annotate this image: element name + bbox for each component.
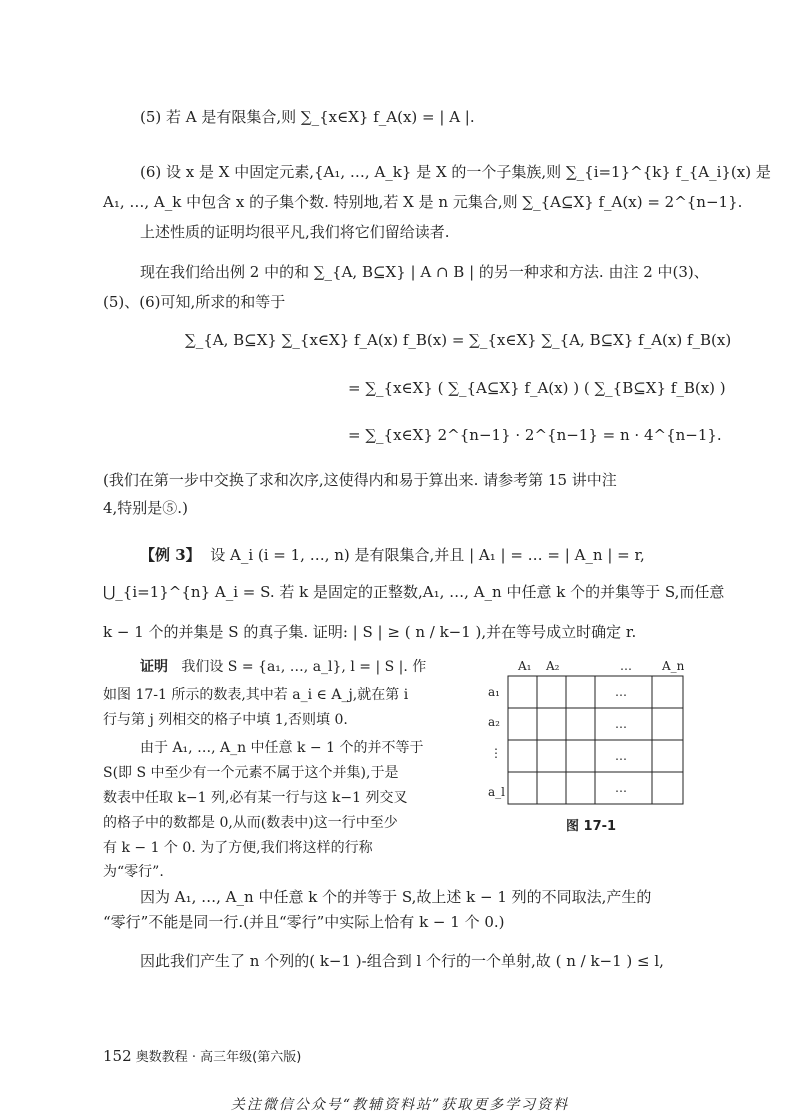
- proof-after-line-2: “零行”不能是同一行.(并且“零行”中实际上恰有 k − 1 个 0.): [103, 913, 505, 931]
- example-3-line-2: ⋃_{i=1}^{n} A_i = S. 若 k 是固定的正整数,A₁, …, A_n 中任意 k 个的并集等于 S,而任意: [103, 583, 725, 601]
- figure-17-1: [480, 654, 690, 839]
- col-header-a1: A₁: [518, 659, 532, 673]
- proof-after-line-3: 因此我们产生了 n 个列的( k−1 )-组合到 l 个行的一个单射,故 ( n / k−1 ) ≤ l,: [140, 952, 664, 970]
- equation-line-3: = ∑_{x∈X} 2^{n−1} · 2^{n−1} = n · 4^{n−1}.: [348, 426, 722, 444]
- proof-line-6: 数表中任取 k−1 列,必有某一行与这 k−1 列交叉: [103, 790, 408, 806]
- paragraph-sum-method-line-1: 现在我们给出例 2 中的和 ∑_{A, B⊆X} | A ∩ B | 的另一种求和方法. 由注 2 中(3)、: [140, 263, 709, 281]
- proof-line-2: 如图 17-1 所示的数表,其中若 a_i ∈ A_j,就在第 i: [103, 687, 409, 703]
- col-header-dots: …: [620, 659, 632, 673]
- proof-line-1: 证明 我们设 S = {a₁, …, a_l}, l = | S |. 作: [140, 659, 427, 675]
- proof-line-9: 为“零行”.: [103, 864, 164, 880]
- page-number: 152: [103, 1047, 132, 1065]
- cell-dots-row-4: …: [615, 781, 627, 795]
- example-label: 【例 3】: [140, 546, 201, 564]
- figure-grid: [508, 676, 683, 804]
- equation-line-2: = ∑_{x∈X} ( ∑_{A⊆X} f_A(x) ) ( ∑_{B⊆X} f_B(x) ): [348, 379, 726, 397]
- property-5: (5) 若 A 是有限集合,则 ∑_{x∈X} f_A(x) = | A |.: [140, 108, 475, 126]
- figure-caption: 图 17-1: [566, 819, 617, 834]
- proof-line-8: 有 k − 1 个 0. 为了方便,我们将这样的行称: [103, 840, 373, 856]
- example-3-line-1: 【例 3】 设 A_i (i = 1, …, n) 是有限集合,并且 | A₁ | = … = | A_n | = r,: [140, 546, 645, 564]
- cell-dots-row-1: …: [615, 685, 627, 699]
- row-header-a2: a₂: [488, 715, 500, 729]
- example-3-line-3: k − 1 个的并集是 S 的真子集. 证明: | S | ≥ ( n / k−1 ),并在等号成立时确定 r.: [103, 623, 637, 641]
- cell-dots-row-3: …: [615, 749, 627, 763]
- property-6-line-1: (6) 设 x 是 X 中固定元素,{A₁, …, A_k} 是 X 的一个子集族,则 ∑_{i=1}^{k} f_{A_i}(x) 是: [140, 163, 771, 181]
- paragraph-sum-method-line-2: (5)、(6)可知,所求的和等于: [103, 293, 286, 311]
- remark-trivial: 上述性质的证明均很平凡,我们将它们留给读者.: [140, 223, 450, 241]
- proof-line-7: 的格子中的数都是 0,从而(数表中)这一行中至少: [103, 815, 398, 831]
- bottom-watermark-note: 关注微信公众号“教辅资料站”获取更多学习资料: [230, 1097, 570, 1113]
- col-header-a2: A₂: [546, 659, 560, 673]
- proof-after-line-1: 因为 A₁, …, A_n 中任意 k 个的并等于 S,故上述 k − 1 列的不同取法,产生的: [140, 888, 652, 906]
- row-header-vdots: ⋮: [490, 746, 502, 760]
- cell-dots-row-2: …: [615, 717, 627, 731]
- col-header-an: A_n: [662, 659, 685, 673]
- book-title: 奥数教程 · 高三年级(第六版): [135, 1050, 302, 1065]
- proof-line-4: 由于 A₁, …, A_n 中任意 k − 1 个的并不等于: [140, 740, 424, 756]
- equation-line-1: ∑_{A, B⊆X} ∑_{x∈X} f_A(x) f_B(x) = ∑_{x∈X} ∑_{A, B⊆X} f_A(x) f_B(x): [185, 331, 732, 349]
- row-header-al: a_l: [488, 785, 505, 799]
- page-footer: [103, 1046, 301, 1065]
- note-line-1: (我们在第一步中交换了求和次序,这使得内和易于算出来. 请参考第 15 讲中注: [103, 471, 617, 489]
- proof-line-5: S(即 S 中至少有一个元素不属于这个并集),于是: [103, 765, 399, 781]
- note-line-2: 4,特别是⑤.): [103, 499, 188, 517]
- proof-line-3: 行与第 j 列相交的格子中填 1,否则填 0.: [103, 712, 348, 728]
- proof-label: 证明: [140, 659, 168, 675]
- row-header-a1: a₁: [488, 685, 500, 699]
- property-6-line-2: A₁, …, A_k 中包含 x 的子集个数. 特别地,若 X 是 n 元集合,则 ∑_{A⊆X} f_A(x) = 2^{n−1}.: [103, 193, 743, 211]
